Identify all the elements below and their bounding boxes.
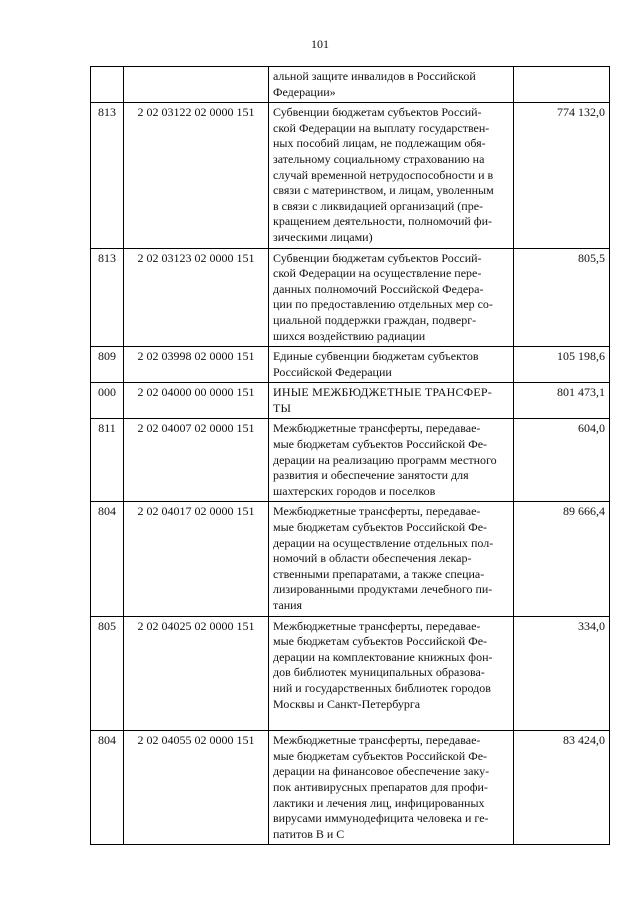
amount-cell: 801 473,1 bbox=[514, 383, 610, 419]
description-line: альной защите инвалидов в Российской bbox=[273, 69, 476, 83]
admin-code-cell: 813 bbox=[91, 248, 124, 347]
description-line: ской Федерации на осуществление пере- bbox=[273, 266, 482, 281]
description-cell bbox=[269, 103, 514, 248]
budget-table bbox=[90, 66, 610, 845]
description-line: Единые субвенции бюджетам субъектов bbox=[273, 349, 479, 364]
description-line: в связи с ликвидацией организаций (пре- bbox=[273, 198, 484, 213]
table-row bbox=[91, 616, 610, 731]
table-row bbox=[91, 347, 610, 383]
budget-classification-code-cell: 2 02 03122 02 0000 151 bbox=[124, 103, 269, 248]
table-body bbox=[91, 67, 610, 845]
page-number: 101 bbox=[311, 37, 329, 51]
description-line: данных полномочий Российской Федера- bbox=[273, 281, 484, 296]
amount-cell: 89 666,4 bbox=[514, 502, 610, 616]
admin-code-cell: 813 bbox=[91, 103, 124, 248]
budget-classification-code-cell: 2 02 03998 02 0000 151 bbox=[124, 347, 269, 383]
admin-code-cell: 804 bbox=[91, 502, 124, 616]
description-cell bbox=[269, 419, 514, 502]
description-line: дерации на финансовое обеспечение заку- bbox=[273, 764, 490, 779]
budget-classification-code-cell bbox=[124, 67, 269, 103]
description-line: Москвы и Санкт-Петербурга bbox=[273, 696, 421, 711]
admin-code-cell bbox=[91, 67, 124, 103]
description-line: шихся воздействию радиации bbox=[273, 328, 426, 343]
amount-cell bbox=[514, 67, 610, 103]
description-cell bbox=[269, 347, 514, 383]
description-line: Межбюджетные трансферты, передавае- bbox=[273, 733, 481, 748]
description-line: ний и государственных библиотек городов bbox=[273, 680, 491, 695]
description-line: зическими лицами) bbox=[273, 229, 373, 244]
description-cell bbox=[269, 731, 514, 845]
admin-code-cell: 000 bbox=[91, 383, 124, 419]
amount-cell: 805,5 bbox=[514, 248, 610, 347]
description-cell bbox=[269, 616, 514, 731]
description-line: мые бюджетам субъектов Российской Фе- bbox=[273, 437, 488, 452]
description-line: мые бюджетам субъектов Российской Фе- bbox=[273, 634, 488, 649]
description-line: случай временной нетрудоспособности и в bbox=[273, 167, 494, 182]
table-row bbox=[91, 419, 610, 502]
description-line: ской Федерации на выплату государствен- bbox=[273, 120, 490, 135]
admin-code-cell: 804 bbox=[91, 731, 124, 845]
description-line: ИНЫЕ МЕЖБЮДЖЕТНЫЕ ТРАНСФЕР- bbox=[273, 385, 492, 400]
table-row bbox=[91, 383, 610, 419]
description-line: мые бюджетам субъектов Российской Фе- bbox=[273, 748, 488, 763]
description-line: дерации на осуществление отдельных пол- bbox=[273, 535, 494, 550]
amount-cell: 105 198,6 bbox=[514, 347, 610, 383]
description-line: вирусами иммунодефицита человека и ге- bbox=[273, 811, 489, 826]
description-line: Субвенции бюджетам субъектов Россий- bbox=[273, 250, 482, 265]
description-line: пок антивирусных препаратов для профи- bbox=[273, 779, 488, 794]
description-cell bbox=[269, 248, 514, 347]
budget-classification-code-cell: 2 02 04007 02 0000 151 bbox=[124, 419, 269, 502]
description-line: шахтерских городов и поселков bbox=[273, 483, 436, 498]
description-line: Межбюджетные трансферты, передавае- bbox=[273, 618, 481, 633]
admin-code-cell: 809 bbox=[91, 347, 124, 383]
budget-classification-code-cell: 2 02 04025 02 0000 151 bbox=[124, 616, 269, 731]
budget-classification-code-cell: 2 02 03123 02 0000 151 bbox=[124, 248, 269, 347]
description-line: связи с материнством, и лицам, уволенным bbox=[273, 183, 494, 198]
description-line: Российской Федерации bbox=[273, 364, 392, 379]
budget-classification-code-cell: 2 02 04055 02 0000 151 bbox=[124, 731, 269, 845]
amount-cell: 604,0 bbox=[514, 419, 610, 502]
description-line: патитов В и С bbox=[273, 826, 345, 841]
admin-code-cell: 811 bbox=[91, 419, 124, 502]
description-line: кращением деятельности, полномочий фи- bbox=[273, 214, 492, 229]
table-row bbox=[91, 67, 610, 103]
description-line: лизированными продуктами лечебного пи- bbox=[273, 582, 493, 597]
table-row bbox=[91, 248, 610, 347]
description-cell bbox=[269, 383, 514, 419]
description-line: дов библиотек муниципальных образова- bbox=[273, 665, 485, 680]
amount-cell: 774 132,0 bbox=[514, 103, 610, 248]
description-line: Межбюджетные трансферты, передавае- bbox=[273, 421, 481, 436]
table-row bbox=[91, 502, 610, 616]
description-line: Федерации» bbox=[273, 84, 336, 99]
budget-classification-code-cell: 2 02 04000 00 0000 151 bbox=[124, 383, 269, 419]
description-line: ственными препаратами, а также специа- bbox=[273, 566, 485, 581]
description-cell bbox=[269, 67, 514, 103]
description-line: ных пособий лицам, не подлежащим обя- bbox=[273, 136, 486, 151]
admin-code-cell: 805 bbox=[91, 616, 124, 731]
description-line: циальной поддержки граждан, подверг- bbox=[273, 312, 477, 327]
table-row bbox=[91, 103, 610, 248]
amount-cell: 334,0 bbox=[514, 616, 610, 731]
description-line: Межбюджетные трансферты, передавае- bbox=[273, 504, 481, 519]
description-line: зательному социальному страхованию на bbox=[273, 151, 485, 166]
description-line: Субвенции бюджетам субъектов Россий- bbox=[273, 105, 482, 120]
description-line: лактики и лечения лиц, инфицированных bbox=[273, 795, 485, 810]
description-cell bbox=[269, 502, 514, 616]
table-row bbox=[91, 731, 610, 845]
budget-classification-code-cell: 2 02 04017 02 0000 151 bbox=[124, 502, 269, 616]
description-line: ции по предоставлению отдельных мер со- bbox=[273, 297, 493, 312]
description-line: мые бюджетам субъектов Российской Фе- bbox=[273, 520, 488, 535]
description-line: тания bbox=[273, 598, 303, 612]
amount-cell: 83 424,0 bbox=[514, 731, 610, 845]
description-line: развития и обеспечение занятости для bbox=[273, 468, 469, 483]
description-line: дерации на комплектование книжных фон- bbox=[273, 649, 493, 664]
description-line: дерации на реализацию программ местного bbox=[273, 452, 497, 467]
description-line: номочий в области обеспечения лекар- bbox=[273, 551, 472, 566]
description-line: ТЫ bbox=[273, 400, 292, 415]
